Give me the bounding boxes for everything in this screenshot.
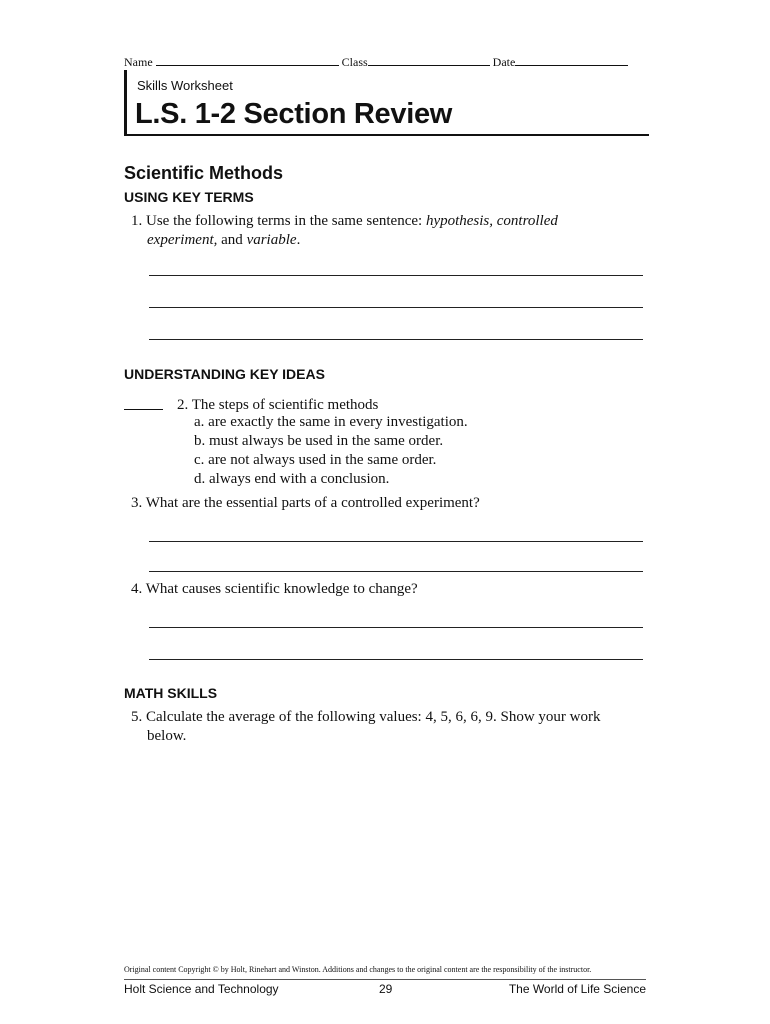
footer-book-title: The World of Life Science — [508, 982, 646, 996]
question-1-cont — [147, 231, 300, 250]
question-5 — [131, 708, 600, 727]
understanding-heading: UNDERSTANDING KEY IDEAS — [124, 366, 325, 382]
q3-number: 3. — [131, 495, 143, 511]
class-field[interactable] — [368, 55, 490, 66]
footer-publisher: Holt Science and Technology — [124, 982, 279, 996]
q2-number: 2. — [177, 397, 189, 413]
answer-line[interactable] — [149, 627, 643, 628]
copyright-notice: Original content Copyright © by Holt, Rinehart and Winston. Additions and changes to the original content are the responsibility of the instructor. — [124, 965, 592, 974]
date-label: Date — [492, 55, 516, 69]
answer-line[interactable] — [149, 307, 643, 308]
q5-text-cont: below. — [147, 728, 187, 744]
student-info-line — [124, 55, 654, 70]
q1-term-variable: variable — [246, 232, 297, 248]
q4-text: What causes scientific knowledge to change? — [145, 581, 418, 597]
class-label: Class — [341, 55, 368, 69]
answer-line[interactable] — [149, 275, 643, 276]
q1-term-hypothesis: hypothesis, controlled — [425, 213, 558, 229]
q1-number: 1. — [131, 213, 143, 229]
footer-divider — [124, 979, 646, 980]
answer-line[interactable] — [149, 659, 643, 660]
q2-text: The steps of scientific methods — [191, 397, 379, 413]
q2-option-b: b. must always be used in the same order. — [194, 433, 444, 449]
page-title: L.S. 1-2 Section Review — [135, 98, 453, 130]
date-field[interactable] — [515, 55, 628, 66]
q1-and: and — [217, 232, 247, 248]
section-title: Scientific Methods — [124, 163, 284, 183]
q5-text: Calculate the average of the following values: 4, 5, 6, 6, 9. Show your work — [146, 709, 601, 725]
answer-line[interactable] — [149, 571, 643, 572]
q3-text: What are the essential parts of a controlled experiment? — [145, 495, 480, 511]
question-4 — [131, 580, 418, 599]
q5-number: 5. — [131, 709, 143, 725]
question-3 — [131, 494, 480, 513]
page-number: 29 — [379, 982, 393, 996]
q1-text: Use the following terms in the same sentence: — [146, 213, 426, 229]
answer-line[interactable] — [149, 541, 643, 542]
q2-answer-blank[interactable] — [124, 409, 163, 410]
q2-option-a: a. are exactly the same in every investigation. — [194, 414, 468, 430]
worksheet-type-label: Skills Worksheet — [137, 78, 233, 93]
using-key-terms-heading: USING KEY TERMS — [124, 189, 254, 205]
q2-option-d: d. always end with a conclusion. — [194, 471, 390, 487]
question-2 — [177, 396, 378, 415]
name-field[interactable] — [156, 55, 339, 66]
q1-term-experiment: experiment, — [147, 232, 218, 248]
q4-number: 4. — [131, 581, 143, 597]
q2-option-c: c. are not always used in the same order. — [194, 452, 437, 468]
title-block — [124, 70, 649, 136]
math-skills-heading: MATH SKILLS — [124, 685, 218, 701]
q1-period: . — [296, 232, 301, 248]
name-label: Name — [124, 55, 153, 69]
answer-line[interactable] — [149, 339, 643, 340]
question-1 — [131, 212, 651, 231]
work-area[interactable] — [124, 755, 646, 955]
